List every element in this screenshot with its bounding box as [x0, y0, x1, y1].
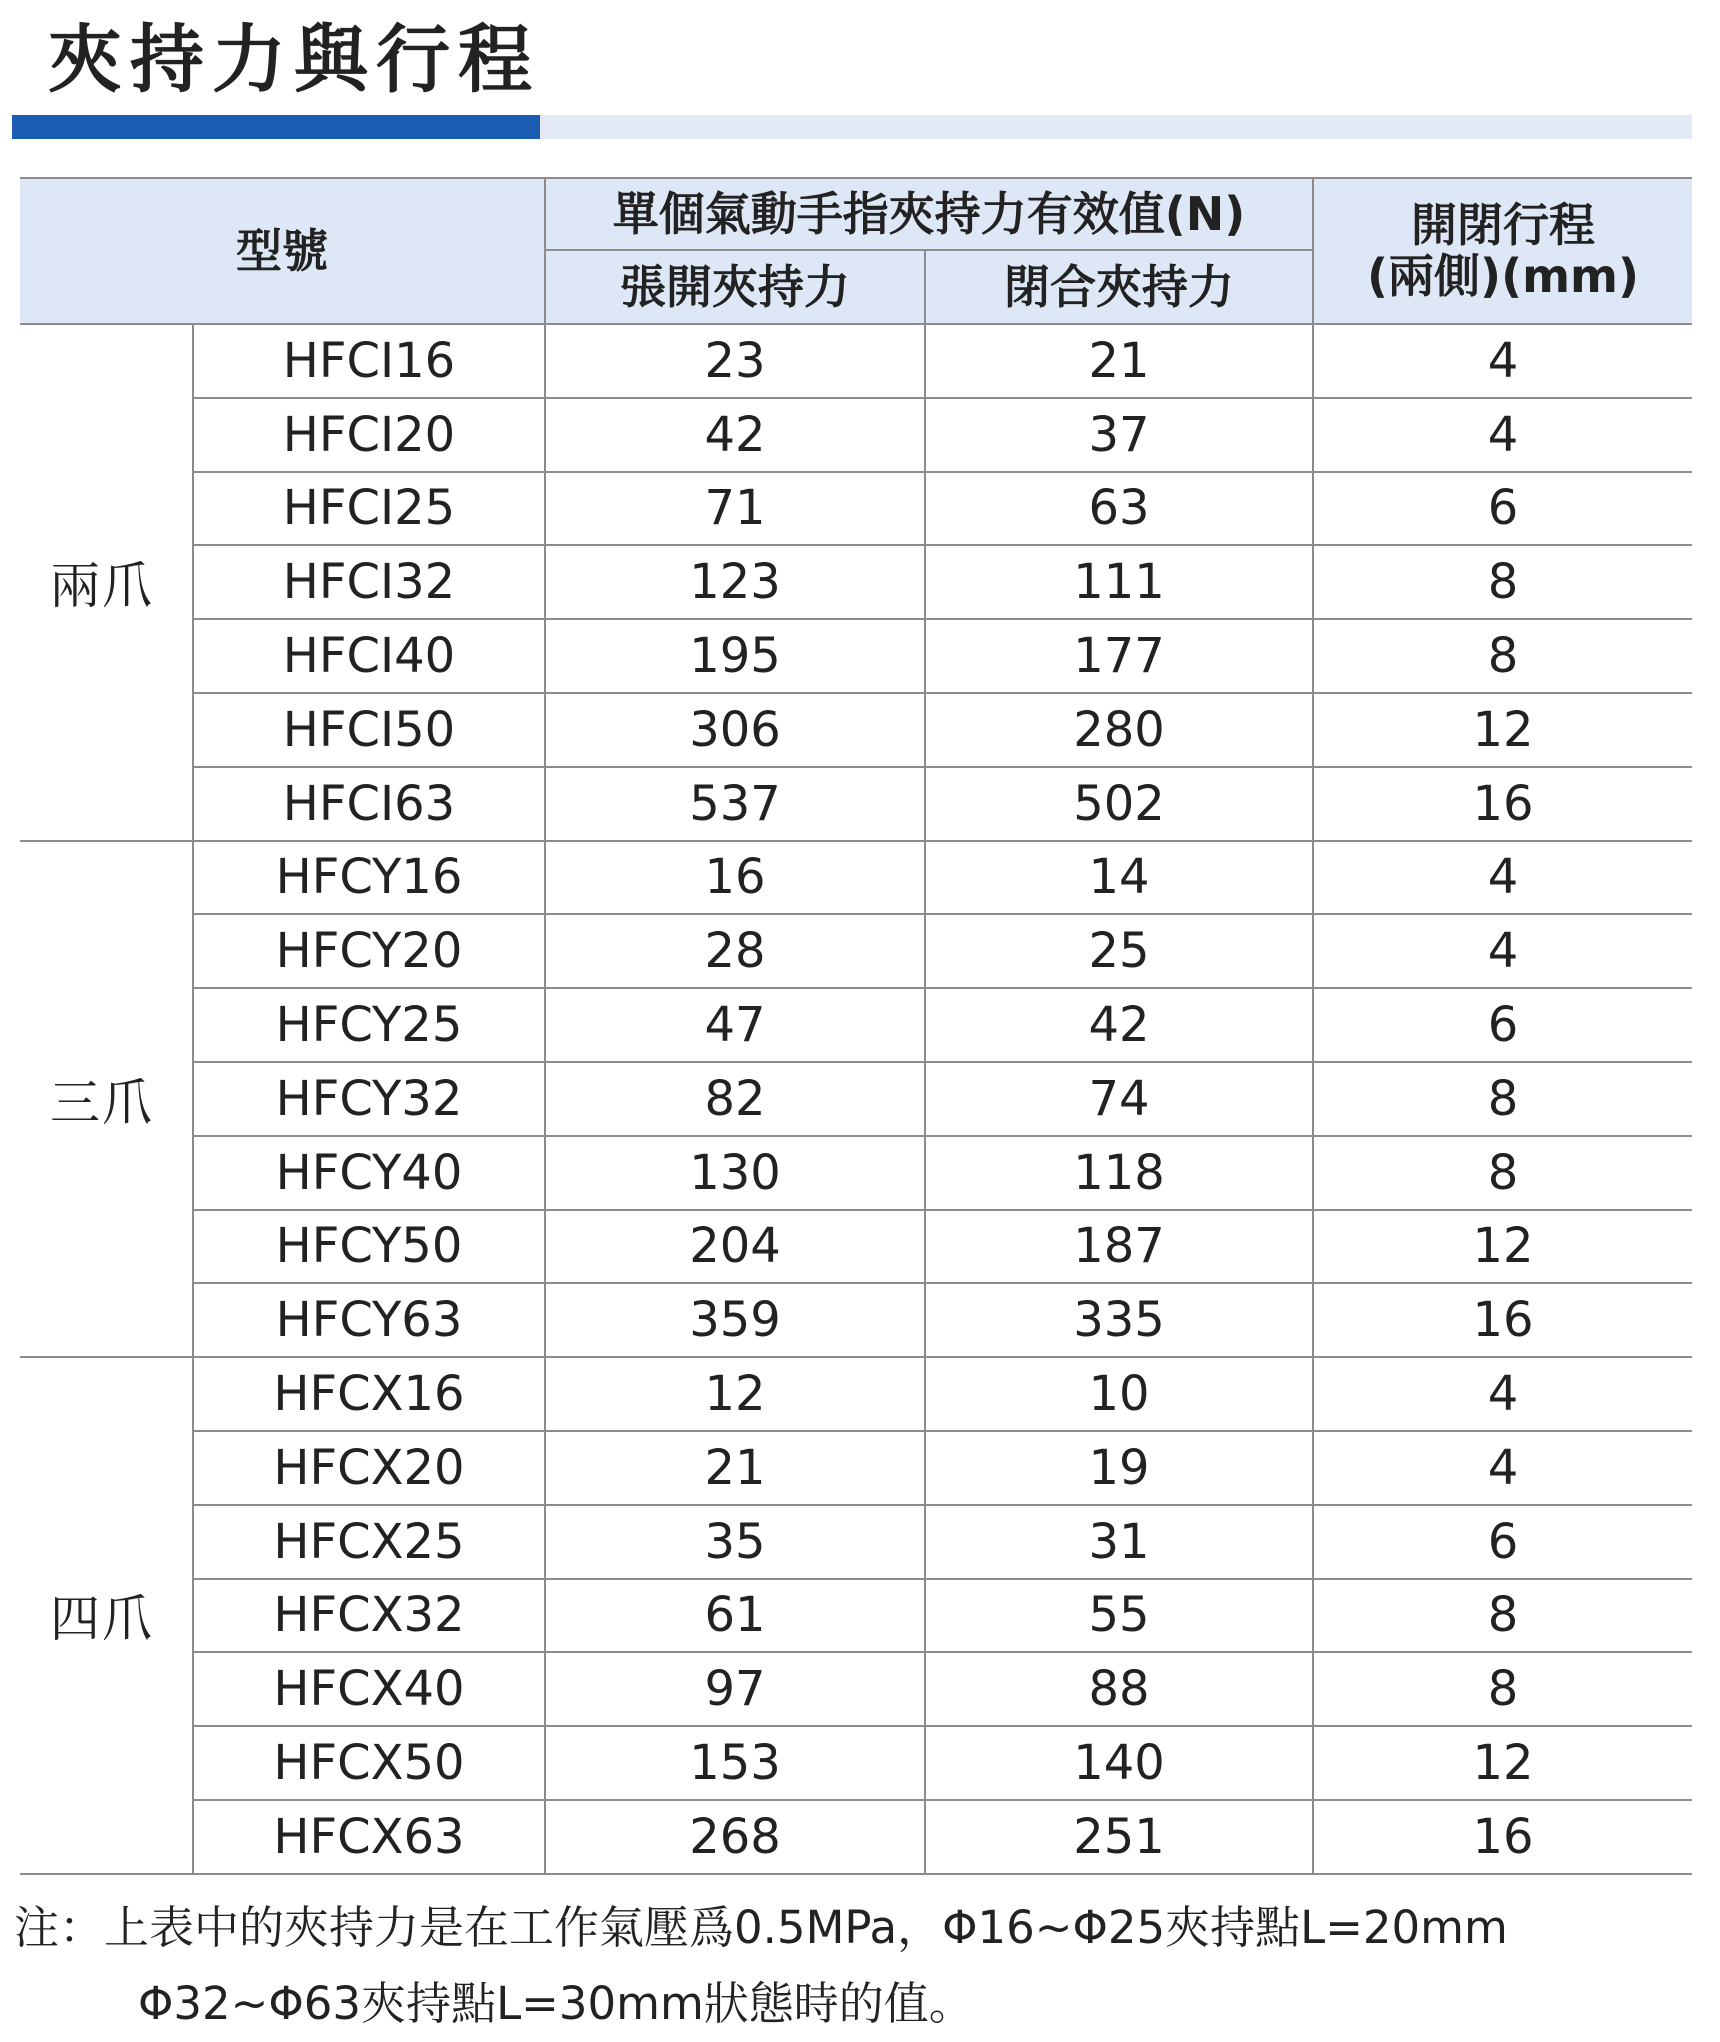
table-row: [20, 1062, 1692, 1136]
model-cell: HFCI20: [193, 398, 545, 472]
model-cell: HFCY32: [193, 1062, 545, 1136]
close-force-cell: 63: [925, 472, 1313, 546]
open-force-cell: 195: [545, 619, 925, 693]
open-force-cell: 23: [545, 324, 925, 398]
model-cell: HFCI50: [193, 693, 545, 767]
stroke-cell: 8: [1313, 619, 1692, 693]
model-cell: HFCY40: [193, 1136, 545, 1210]
table-row: [20, 619, 1692, 693]
stroke-cell: 8: [1313, 1136, 1692, 1210]
table-row: [20, 398, 1692, 472]
model-cell: HFCX16: [193, 1357, 545, 1431]
table-row: [20, 693, 1692, 767]
footnote: [14, 1890, 1714, 2042]
model-cell: HFCX63: [193, 1800, 545, 1874]
open-force-cell: 130: [545, 1136, 925, 1210]
table-row: [20, 1726, 1692, 1800]
open-force-cell: 359: [545, 1283, 925, 1357]
open-force-cell: 204: [545, 1210, 925, 1284]
footnote-line1: 注：上表中的夾持力是在工作氣壓爲0.5MPa，Φ16~Φ25夾持點L=20mm: [14, 1901, 1508, 1954]
stroke-cell: 6: [1313, 1505, 1692, 1579]
open-force-cell: 123: [545, 545, 925, 619]
close-force-cell: 177: [925, 619, 1313, 693]
table-row: [20, 545, 1692, 619]
stroke-cell: 4: [1313, 841, 1692, 915]
open-force-cell: 537: [545, 767, 925, 841]
close-force-cell: 111: [925, 545, 1313, 619]
table-row: [20, 1357, 1692, 1431]
header-model: 型號: [20, 178, 545, 324]
open-force-cell: 97: [545, 1652, 925, 1726]
close-force-cell: 335: [925, 1283, 1313, 1357]
stroke-cell: 6: [1313, 988, 1692, 1062]
model-cell: HFCX25: [193, 1505, 545, 1579]
open-force-cell: 306: [545, 693, 925, 767]
stroke-cell: 4: [1313, 914, 1692, 988]
open-force-cell: 16: [545, 841, 925, 915]
model-cell: HFCX32: [193, 1579, 545, 1653]
model-cell: HFCI63: [193, 767, 545, 841]
close-force-cell: 14: [925, 841, 1313, 915]
table-row: [20, 1283, 1692, 1357]
model-cell: HFCI40: [193, 619, 545, 693]
model-cell: HFCX20: [193, 1431, 545, 1505]
model-cell: HFCY20: [193, 914, 545, 988]
stroke-cell: 4: [1313, 1357, 1692, 1431]
stroke-cell: 16: [1313, 1283, 1692, 1357]
table-row: [20, 914, 1692, 988]
close-force-cell: 74: [925, 1062, 1313, 1136]
stroke-cell: 4: [1313, 324, 1692, 398]
stroke-cell: 12: [1313, 693, 1692, 767]
close-force-cell: 140: [925, 1726, 1313, 1800]
table-row: [20, 1652, 1692, 1726]
stroke-cell: 12: [1313, 1210, 1692, 1284]
table-row: [20, 841, 1692, 915]
stroke-cell: 4: [1313, 1431, 1692, 1505]
close-force-cell: 118: [925, 1136, 1313, 1210]
close-force-cell: 25: [925, 914, 1313, 988]
model-cell: HFCI25: [193, 472, 545, 546]
table-row: [20, 1800, 1692, 1874]
model-cell: HFCY63: [193, 1283, 545, 1357]
close-force-cell: 55: [925, 1579, 1313, 1653]
open-force-cell: 12: [545, 1357, 925, 1431]
title-underline-accent: [12, 115, 540, 139]
open-force-cell: 82: [545, 1062, 925, 1136]
table-row: [20, 1431, 1692, 1505]
table-row: [20, 1505, 1692, 1579]
stroke-cell: 8: [1313, 1062, 1692, 1136]
model-cell: HFCX50: [193, 1726, 545, 1800]
model-cell: HFCY50: [193, 1210, 545, 1284]
open-force-cell: 42: [545, 398, 925, 472]
close-force-cell: 280: [925, 693, 1313, 767]
table-row: [20, 1136, 1692, 1210]
open-force-cell: 61: [545, 1579, 925, 1653]
table-row: [20, 472, 1692, 546]
header-stroke-line2: (兩側)(mm): [1367, 249, 1639, 303]
table-body: [20, 324, 1692, 1874]
table-row: [20, 1579, 1692, 1653]
open-force-cell: 28: [545, 914, 925, 988]
header-open-force: 張開夾持力: [545, 250, 925, 324]
close-force-cell: 88: [925, 1652, 1313, 1726]
stroke-cell: 8: [1313, 1652, 1692, 1726]
footnote-line2: Φ32~Φ63夾持點L=30mm狀態時的值。: [138, 1977, 974, 2030]
stroke-cell: 16: [1313, 1800, 1692, 1874]
open-force-cell: 47: [545, 988, 925, 1062]
gripping-force-table: [20, 177, 1692, 1875]
open-force-cell: 153: [545, 1726, 925, 1800]
open-force-cell: 21: [545, 1431, 925, 1505]
model-cell: HFCY25: [193, 988, 545, 1062]
table-row: [20, 767, 1692, 841]
group-label: 兩爪: [20, 324, 193, 841]
group-label: 三爪: [20, 841, 193, 1358]
table-row: [20, 324, 1692, 398]
group-label: 四爪: [20, 1357, 193, 1874]
header-force-group: 單個氣動手指夾持力有效值(N): [545, 178, 1313, 250]
table-row: [20, 1210, 1692, 1284]
title-underline-bar: [12, 115, 1692, 139]
stroke-cell: 6: [1313, 472, 1692, 546]
stroke-cell: 8: [1313, 545, 1692, 619]
close-force-cell: 37: [925, 398, 1313, 472]
close-force-cell: 502: [925, 767, 1313, 841]
model-cell: HFCI32: [193, 545, 545, 619]
table-row: [20, 988, 1692, 1062]
stroke-cell: 8: [1313, 1579, 1692, 1653]
page-title: 夾持力與行程: [48, 17, 540, 103]
close-force-cell: 31: [925, 1505, 1313, 1579]
model-cell: HFCX40: [193, 1652, 545, 1726]
header-stroke: [1313, 178, 1692, 324]
header-stroke-line1: 開閉行程: [1411, 198, 1596, 253]
close-force-cell: 42: [925, 988, 1313, 1062]
stroke-cell: 12: [1313, 1726, 1692, 1800]
open-force-cell: 71: [545, 472, 925, 546]
open-force-cell: 35: [545, 1505, 925, 1579]
header-close-force: 閉合夾持力: [925, 250, 1313, 324]
stroke-cell: 4: [1313, 398, 1692, 472]
open-force-cell: 268: [545, 1800, 925, 1874]
close-force-cell: 21: [925, 324, 1313, 398]
model-cell: HFCI16: [193, 324, 545, 398]
model-cell: HFCY16: [193, 841, 545, 915]
close-force-cell: 187: [925, 1210, 1313, 1284]
close-force-cell: 251: [925, 1800, 1313, 1874]
close-force-cell: 10: [925, 1357, 1313, 1431]
close-force-cell: 19: [925, 1431, 1313, 1505]
stroke-cell: 16: [1313, 767, 1692, 841]
